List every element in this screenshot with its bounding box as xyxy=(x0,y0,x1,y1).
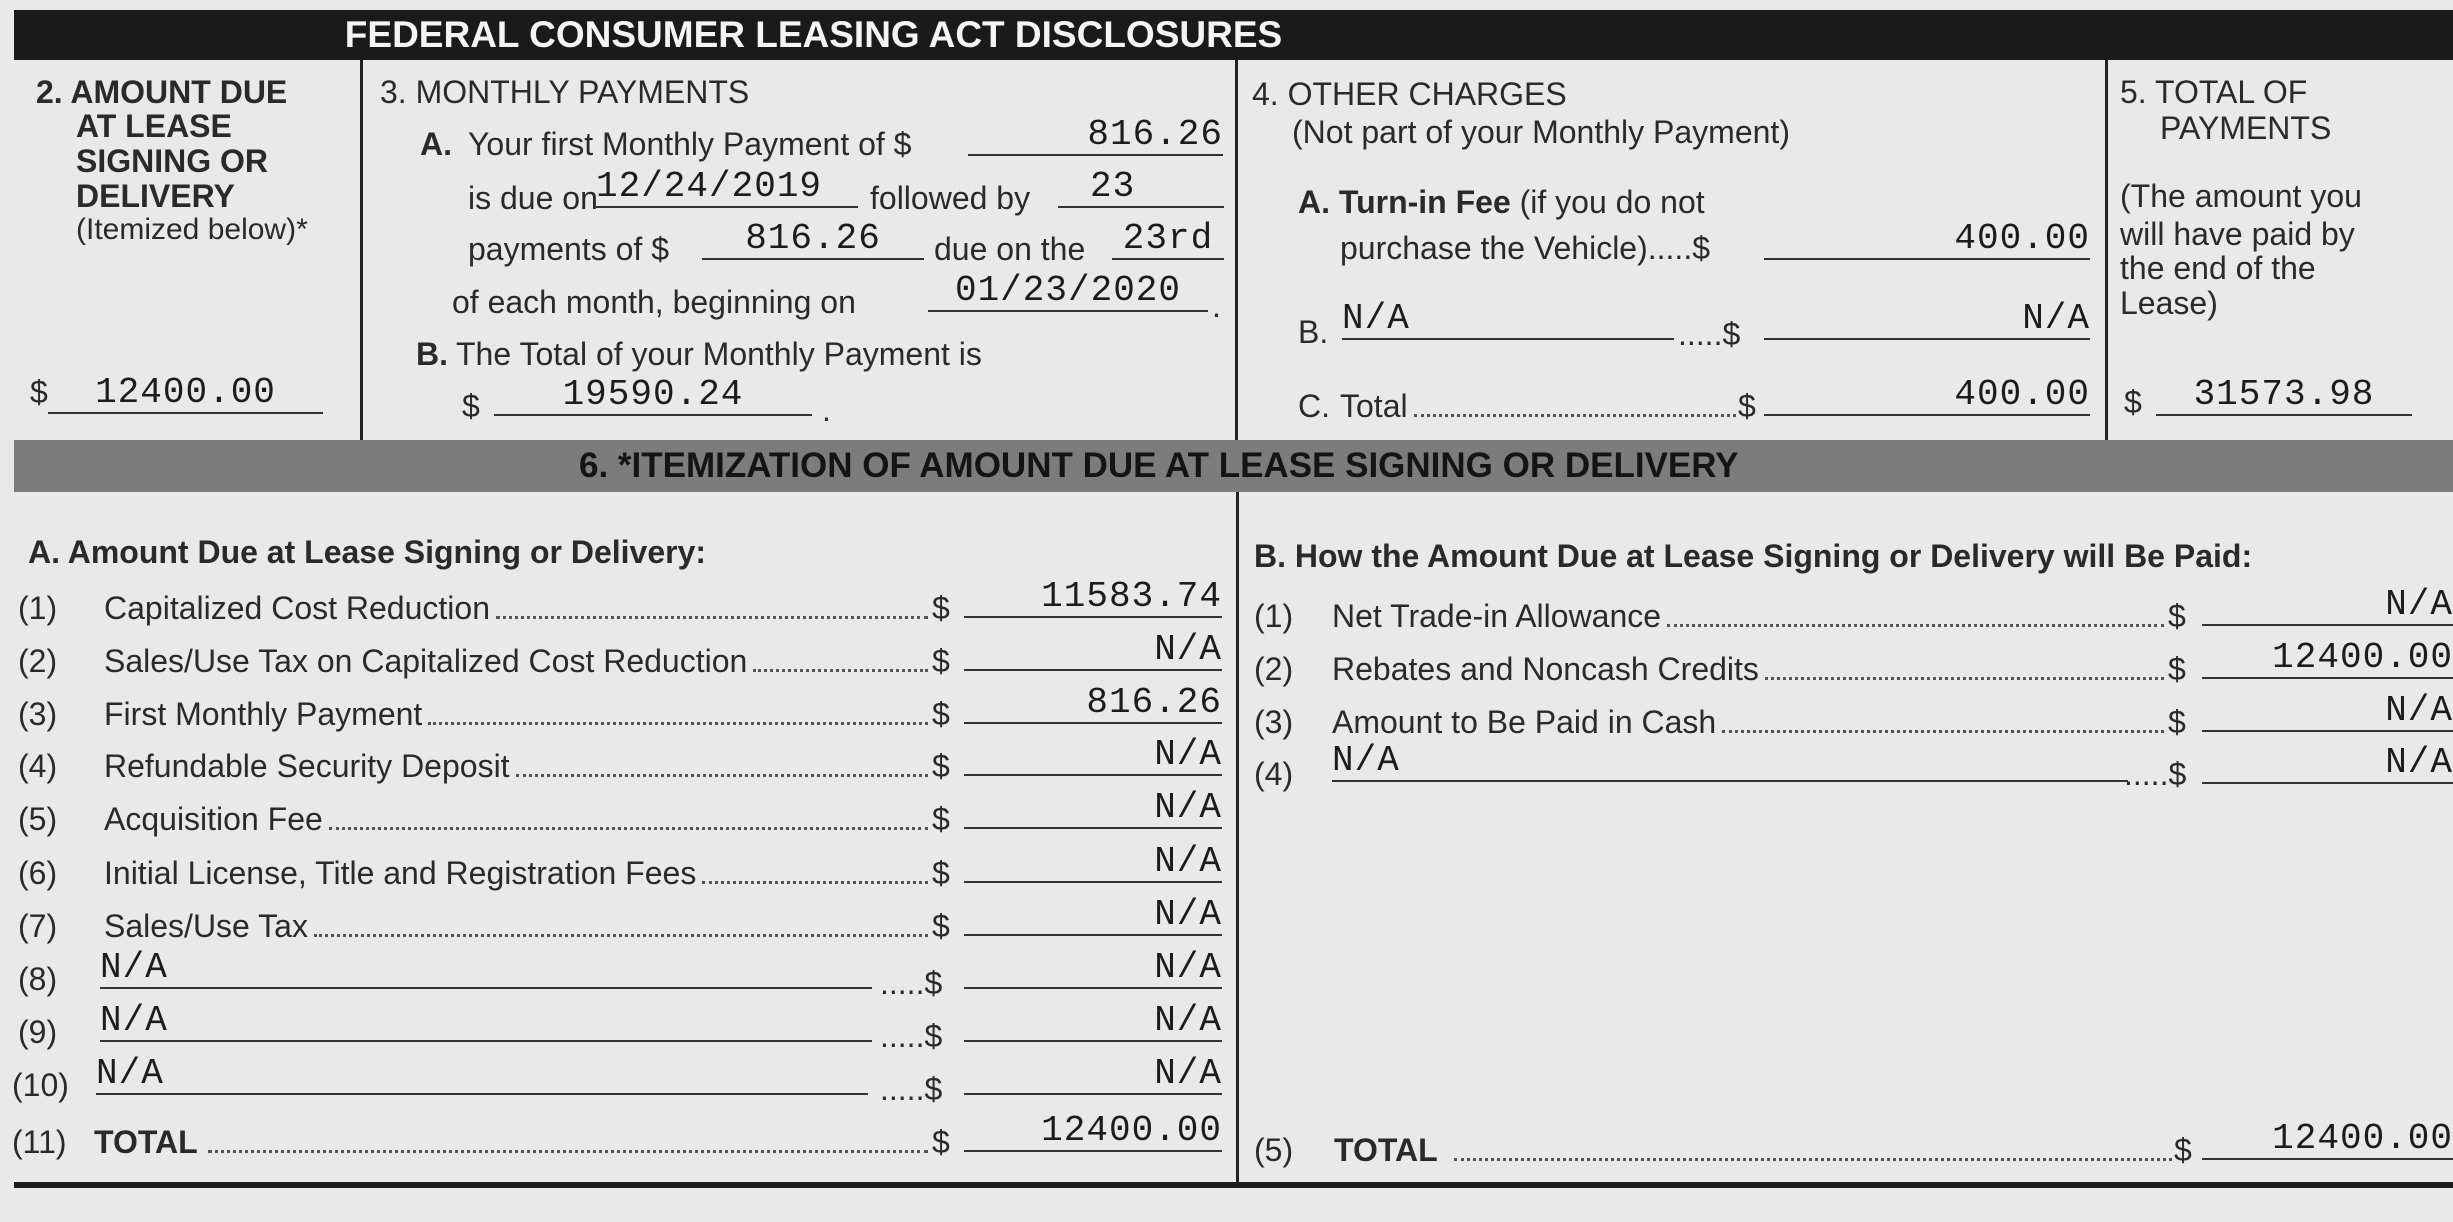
first-due-date: 12/24/2019 xyxy=(596,168,858,208)
monthly-due-day: 23rd xyxy=(1112,220,1224,260)
left-row-dollar: $ xyxy=(932,801,950,837)
left-row-dollar: $ xyxy=(932,590,950,626)
left-row-dollar: $ xyxy=(932,908,950,944)
left-row-value: N/A xyxy=(964,789,1222,829)
left-row-num: (9) xyxy=(18,1014,58,1050)
sec4-b-dollar: .....$ xyxy=(1678,316,1741,352)
sec3-each-month: of each month, beginning on xyxy=(452,284,856,320)
right-total-num: (5) xyxy=(1254,1132,1294,1168)
sec4-b-label: B. xyxy=(1298,314,1329,350)
other-charge-b-desc: N/A xyxy=(1342,300,1674,340)
sec4-c-label: C. xyxy=(1298,388,1330,424)
left-row-label: N/A xyxy=(100,949,872,989)
left-row-label: Sales/Use Tax on Capitalized Cost Reduction xyxy=(104,643,748,679)
left-row-dollar: $ xyxy=(932,748,950,784)
right-row-dollar: .....$ xyxy=(2124,756,2187,792)
right-row-dollar: $ xyxy=(2168,598,2186,634)
turnin-fee-label xyxy=(1298,186,1705,218)
form-bottom-border xyxy=(14,1182,2453,1188)
sec3-a-label: A. xyxy=(420,126,452,162)
right-row-label: Rebates and Noncash Credits xyxy=(1332,651,1759,687)
leader-dots xyxy=(1722,730,2164,733)
left-row-num: (10) xyxy=(12,1067,69,1103)
right-total-value: 12400.00 xyxy=(2202,1120,2453,1160)
sec2-heading-3: SIGNING OR xyxy=(76,143,269,179)
sec3-payments-of: payments of $ xyxy=(468,231,669,267)
left-row-label: N/A xyxy=(96,1055,868,1095)
right-row-label: Net Trade-in Allowance xyxy=(1332,598,1662,634)
left-row-num: (7) xyxy=(18,908,58,944)
right-row-num: (3) xyxy=(1254,704,1294,740)
leader-dots xyxy=(496,616,928,619)
sec3-a-text: Your first Monthly Payment of $ xyxy=(468,126,912,162)
sec4-subheading: (Not part of your Monthly Payment) xyxy=(1292,114,1790,150)
itemization-right-title: B. How the Amount Due at Lease Signing or Delivery will Be Paid: xyxy=(1254,538,2253,574)
left-row-num: (2) xyxy=(18,643,58,679)
amount-due-value: 12400.00 xyxy=(48,374,323,414)
leader-dots xyxy=(753,669,928,672)
sec5-desc-4: Lease) xyxy=(2120,285,2218,321)
left-total-num: (11) xyxy=(12,1124,67,1160)
itemization-heading: 6. *ITEMIZATION OF AMOUNT DUE AT LEASE SIGNING OR DELIVERY xyxy=(579,446,1739,485)
left-row-label: Capitalized Cost Reduction xyxy=(104,590,490,626)
sec2-dollar: $ xyxy=(30,374,48,410)
leader-dots xyxy=(702,881,928,884)
other-charges-total-value: 400.00 xyxy=(1764,376,2090,416)
left-total-value: 12400.00 xyxy=(964,1112,1222,1152)
left-row-dollar: .....$ xyxy=(880,965,943,1001)
sec5-desc-3: the end of the xyxy=(2120,250,2316,286)
sec3-b-label: B. xyxy=(416,336,448,372)
turnin-fee-value: 400.00 xyxy=(1764,220,2090,260)
turnin-fee-rest: (if you do not xyxy=(1519,184,1705,220)
sec3-heading: 3. MONTHLY PAYMENTS xyxy=(380,74,750,110)
sec3-due-on-the: due on the xyxy=(934,231,1086,267)
left-row-dollar: .....$ xyxy=(880,1018,943,1054)
sec4-c-dollar: $ xyxy=(1738,388,1756,424)
left-row-dollar: .....$ xyxy=(880,1071,943,1107)
left-row-dollar: $ xyxy=(932,855,950,891)
right-row-num: (2) xyxy=(1254,651,1294,687)
right-row-label: N/A xyxy=(1332,742,2128,782)
left-row-value: N/A xyxy=(964,1055,1222,1095)
divider-col-3-4 xyxy=(1235,60,1238,440)
right-row-num: (4) xyxy=(1254,756,1294,792)
left-row-value: N/A xyxy=(964,896,1222,936)
turnin-fee-a-label: A. xyxy=(1298,184,1330,220)
left-row-label: N/A xyxy=(100,1002,872,1042)
left-row-value: N/A xyxy=(964,1002,1222,1042)
total-of-payments-value: 31573.98 xyxy=(2156,376,2412,416)
right-row-value: N/A xyxy=(2202,586,2453,626)
turnin-fee-bold: Turn-in Fee xyxy=(1338,184,1511,220)
left-row-value: N/A xyxy=(964,949,1222,989)
payments-begin-date: 01/23/2020 xyxy=(928,272,1208,312)
leader-dots xyxy=(1454,1158,2172,1161)
leader-dots xyxy=(1765,677,2164,680)
left-row-num: (8) xyxy=(18,961,58,997)
leader-dots xyxy=(1667,624,2164,627)
leader-dots xyxy=(314,934,928,937)
left-row-num: (3) xyxy=(18,696,58,732)
form-title-bar xyxy=(14,10,2453,60)
leader-dots xyxy=(329,827,928,830)
total-monthly-payments-value: 19590.24 xyxy=(494,376,812,416)
sec4-c-text: Total xyxy=(1340,388,1408,424)
sec5-heading-2: PAYMENTS xyxy=(2160,110,2332,146)
itemization-left-title: A. Amount Due at Lease Signing or Delivery: xyxy=(28,534,707,570)
sec2-heading-2: AT LEASE xyxy=(76,108,232,144)
left-row-dollar: $ xyxy=(932,696,950,732)
right-row-value: N/A xyxy=(2202,692,2453,732)
form-title: FEDERAL CONSUMER LEASING ACT DISCLOSURES xyxy=(344,14,1283,55)
sec5-desc-1: (The amount you xyxy=(2120,178,2362,214)
divider-itemization xyxy=(1236,492,1239,1182)
sec2-note: (Itemized below)* xyxy=(76,213,308,246)
sec5-heading-1: 5. TOTAL OF xyxy=(2120,74,2308,110)
sec5-dollar: $ xyxy=(2124,384,2142,420)
payment-amount-value: 816.26 xyxy=(702,220,924,260)
left-row-value: 816.26 xyxy=(964,684,1222,724)
turnin-fee-line2: purchase the Vehicle).....$ xyxy=(1340,230,1710,266)
sec5-desc-2: will have paid by xyxy=(2120,216,2355,252)
left-row-value: N/A xyxy=(964,736,1222,776)
right-row-num: (1) xyxy=(1254,598,1294,634)
right-row-dollar: $ xyxy=(2168,651,2186,687)
sec3-b-text: The Total of your Monthly Payment is xyxy=(456,336,982,372)
sec2-heading-4: DELIVERY xyxy=(76,178,235,214)
other-charge-b-value: N/A xyxy=(1764,300,2090,340)
right-row-value: N/A xyxy=(2202,744,2453,784)
left-row-label: Initial License, Title and Registration Fees xyxy=(104,855,697,891)
sec4-heading: 4. OTHER CHARGES xyxy=(1252,76,1567,112)
right-row-label: Amount to Be Paid in Cash xyxy=(1332,704,1717,740)
sec3-period: . xyxy=(1212,288,1221,324)
leader-dots xyxy=(1414,414,1736,417)
left-row-num: (5) xyxy=(18,801,58,837)
left-total-dollar: $ xyxy=(932,1124,950,1160)
left-row-label: Acquisition Fee xyxy=(104,801,323,837)
left-row-num: (4) xyxy=(18,748,58,784)
right-total-label: TOTAL xyxy=(1334,1132,1438,1168)
itemization-header-bar xyxy=(14,440,2453,492)
leader-dots xyxy=(516,774,928,777)
right-row-dollar: $ xyxy=(2168,704,2186,740)
left-row-num: (1) xyxy=(18,590,58,626)
sec2-heading-1: 2. AMOUNT DUE xyxy=(36,74,288,110)
left-row-value: 11583.74 xyxy=(964,578,1222,618)
left-row-num: (6) xyxy=(18,855,58,891)
sec3-total-dollar: $ xyxy=(462,388,480,424)
number-of-payments: 23 xyxy=(1058,168,1224,208)
left-row-label: Sales/Use Tax xyxy=(104,908,308,944)
leader-dots xyxy=(208,1150,928,1153)
left-row-label: Refundable Security Deposit xyxy=(104,748,510,784)
divider-col-2-3 xyxy=(360,60,363,440)
sec3-followed-by: followed by xyxy=(870,180,1031,216)
sec3-is-due-on: is due on xyxy=(468,180,598,216)
divider-col-4-5 xyxy=(2105,60,2108,440)
right-total-dollar: $ xyxy=(2174,1132,2192,1168)
left-row-label: First Monthly Payment xyxy=(104,696,423,732)
left-row-value: N/A xyxy=(964,843,1222,883)
left-row-dollar: $ xyxy=(932,643,950,679)
leader-dots xyxy=(428,722,928,725)
left-total-label: TOTAL xyxy=(94,1124,198,1160)
right-row-value: 12400.00 xyxy=(2202,639,2453,679)
left-row-value: N/A xyxy=(964,631,1222,671)
sec3-period-2: . xyxy=(822,392,831,428)
first-payment-value: 816.26 xyxy=(968,116,1223,156)
